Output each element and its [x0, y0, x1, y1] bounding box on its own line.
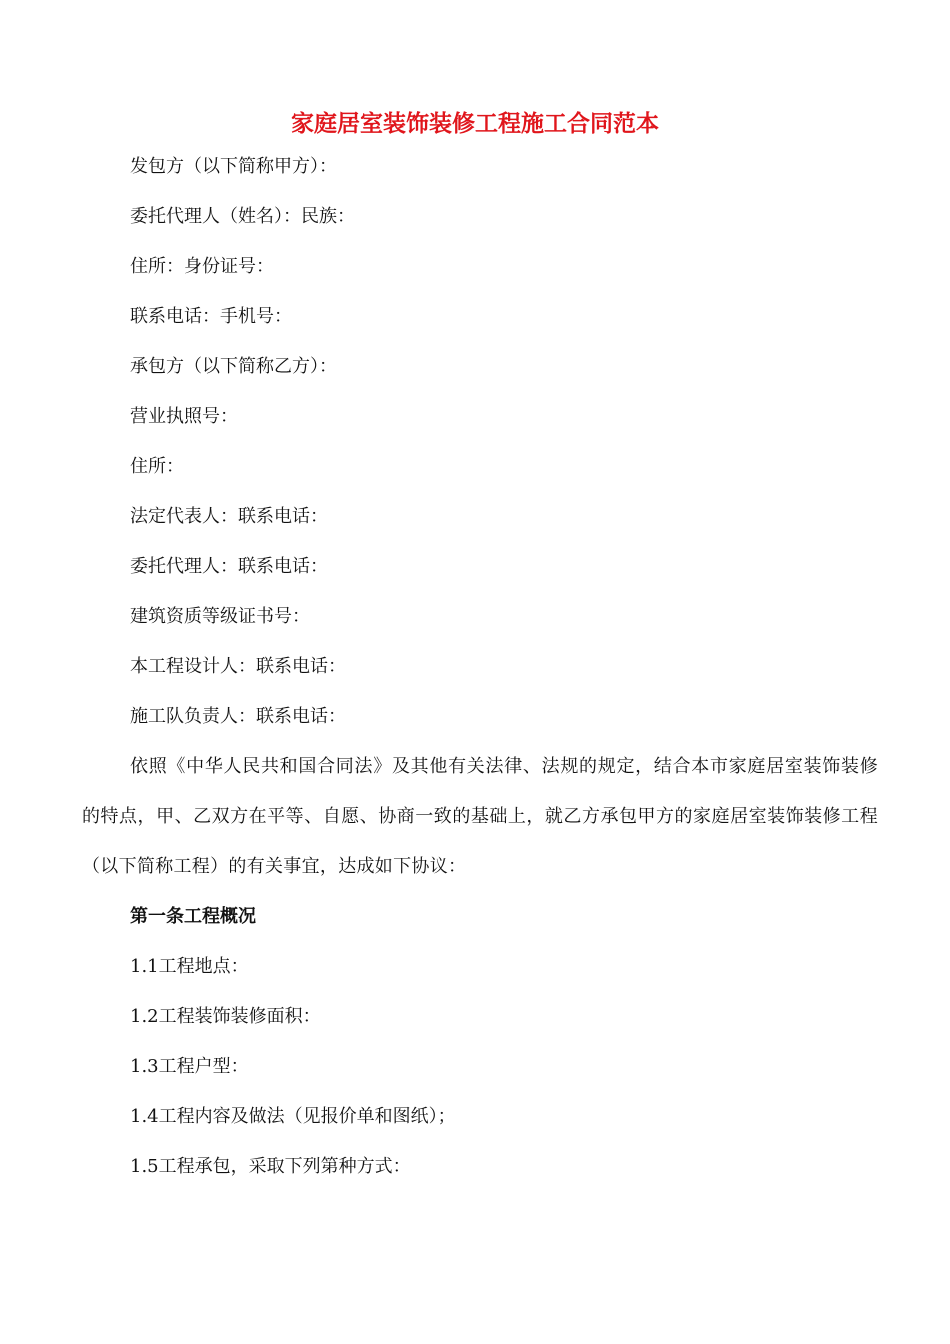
- field-agent-name: 委托代理人（姓名）：民族：: [130, 206, 355, 227]
- item-area: 1.2工程装饰装修面积：: [130, 1006, 321, 1027]
- item-location: 1.1工程地点：: [130, 956, 249, 977]
- field-phone: 联系电话：手机号：: [130, 306, 292, 327]
- field-license: 营业执照号：: [130, 406, 238, 427]
- field-contractor-agent: 委托代理人：联系电话：: [130, 556, 328, 577]
- field-contractor-address: 住所：: [130, 456, 184, 477]
- field-employer: 发包方（以下简称甲方）：: [130, 156, 337, 177]
- item-contracting: 1.5工程承包，采取下列第种方式：: [130, 1156, 411, 1177]
- item-layout: 1.3工程户型：: [130, 1056, 249, 1077]
- field-address-id: 住所：身份证号：: [130, 256, 274, 277]
- field-qualification: 建筑资质等级证书号：: [130, 606, 310, 627]
- field-contractor: 承包方（以下简称乙方）：: [130, 356, 337, 377]
- field-legal-rep: 法定代表人：联系电话：: [130, 506, 328, 527]
- section-heading: 第一条工程概况: [130, 906, 256, 927]
- document-title: 家庭居室装饰装修工程施工合同范本: [291, 111, 659, 137]
- intro-paragraph: 依照《中华人民共和国合同法》及其他有关法律、法规的规定，结合本市家庭居室装饰装修的特点，甲、乙双方在平等、自愿、协商一致的基础上，就乙方承包甲方的家庭居室装饰装修工程（以下简称工程）的有关事宜，达成如下协议：: [82, 756, 878, 877]
- field-designer: 本工程设计人：联系电话：: [130, 656, 346, 677]
- item-content: 1.4工程内容及做法（见报价单和图纸）；: [130, 1106, 456, 1127]
- field-team-lead: 施工队负责人：联系电话：: [130, 706, 346, 727]
